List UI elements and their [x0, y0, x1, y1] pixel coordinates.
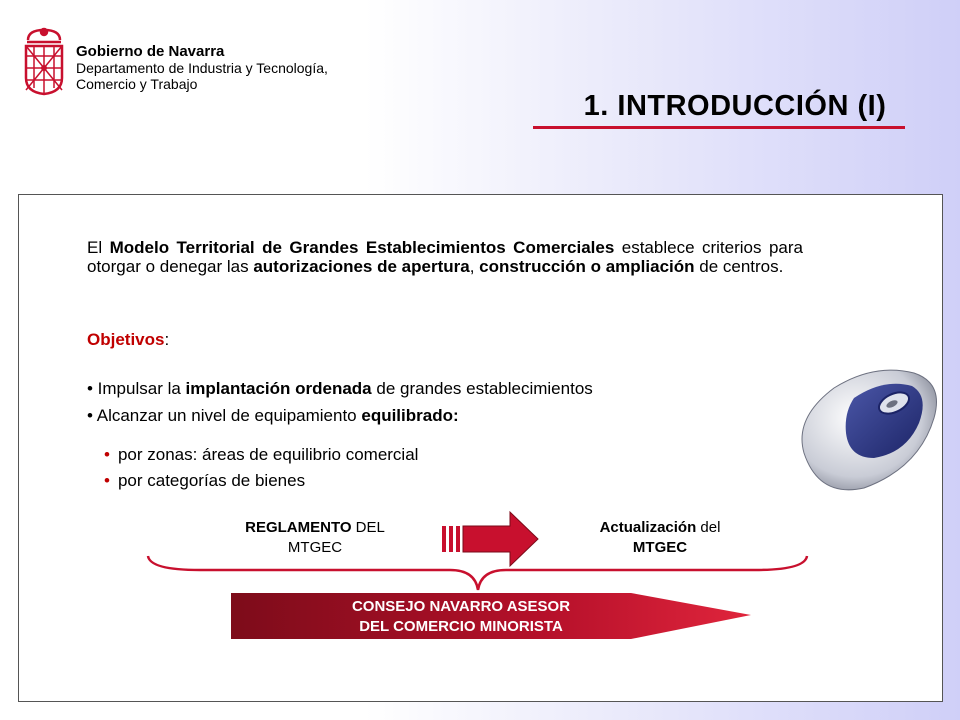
- sub-bullet-item: [104, 471, 305, 491]
- navarra-coat-of-arms-logo: [22, 26, 66, 96]
- intro-text-2: establece criterios para otorgar o denegar las: [87, 238, 803, 276]
- intro-bold-3: construcción o ampliación: [479, 257, 695, 276]
- sub-bullet-dot: •: [104, 471, 110, 490]
- regulation-rest: DEL: [351, 519, 385, 536]
- objectives-label: Objetivos: [87, 330, 165, 349]
- computer-mouse-image: [794, 358, 944, 498]
- bullet-text: • Alcanzar un nivel de equipamiento: [87, 406, 362, 425]
- bullet-bold: implantación ordenada: [185, 379, 372, 398]
- council-banner-text: [231, 597, 691, 637]
- sub-bullet-text: por zonas: áreas de equilibrio comercial: [117, 445, 419, 464]
- sub-bullet-item: [104, 445, 418, 465]
- slide-title: 1. INTRODUCCIÓN (I): [583, 90, 887, 122]
- update-rest: del: [696, 519, 721, 536]
- bullet-text: de grandes establecimientos: [371, 379, 593, 398]
- bullet-item: [87, 406, 459, 426]
- intro-text-3: ,: [469, 257, 480, 276]
- update-bold: Actualización: [599, 519, 697, 536]
- bullet-item: [87, 379, 593, 399]
- bullet-text: • Impulsar la: [87, 379, 186, 398]
- bullet-bold: equilibrado:: [361, 406, 459, 425]
- intro-text-4: de centros.: [694, 257, 784, 276]
- regulation-bold: REGLAMENTO: [245, 519, 352, 536]
- sub-bullet-dot: •: [104, 445, 110, 464]
- objectives-colon: :: [164, 330, 170, 349]
- council-line-1: CONSEJO NAVARRO ASESOR: [351, 598, 571, 615]
- objectives-heading: [87, 330, 169, 350]
- organization-name: [76, 44, 328, 92]
- curly-brace: [140, 548, 815, 593]
- intro-bold-1: Modelo Territorial de Grandes Establecimientos Comerciales: [109, 238, 615, 257]
- intro-bold-2: autorizaciones de apertura: [253, 257, 470, 276]
- org-line-3: Comercio y Trabajo: [76, 76, 198, 92]
- council-line-2: DEL COMERCIO MINORISTA: [359, 618, 563, 635]
- title-underline: [533, 126, 905, 129]
- intro-text-1: El: [87, 238, 110, 257]
- intro-paragraph: [87, 238, 803, 276]
- org-line-1: Gobierno de Navarra: [76, 43, 225, 60]
- regulation-line-2: MTGEC: [287, 539, 343, 556]
- update-line-2: MTGEC: [632, 539, 688, 556]
- org-line-2: Departamento de Industria y Tecnología,: [76, 60, 328, 76]
- sub-bullet-text: por categorías de bienes: [117, 471, 306, 490]
